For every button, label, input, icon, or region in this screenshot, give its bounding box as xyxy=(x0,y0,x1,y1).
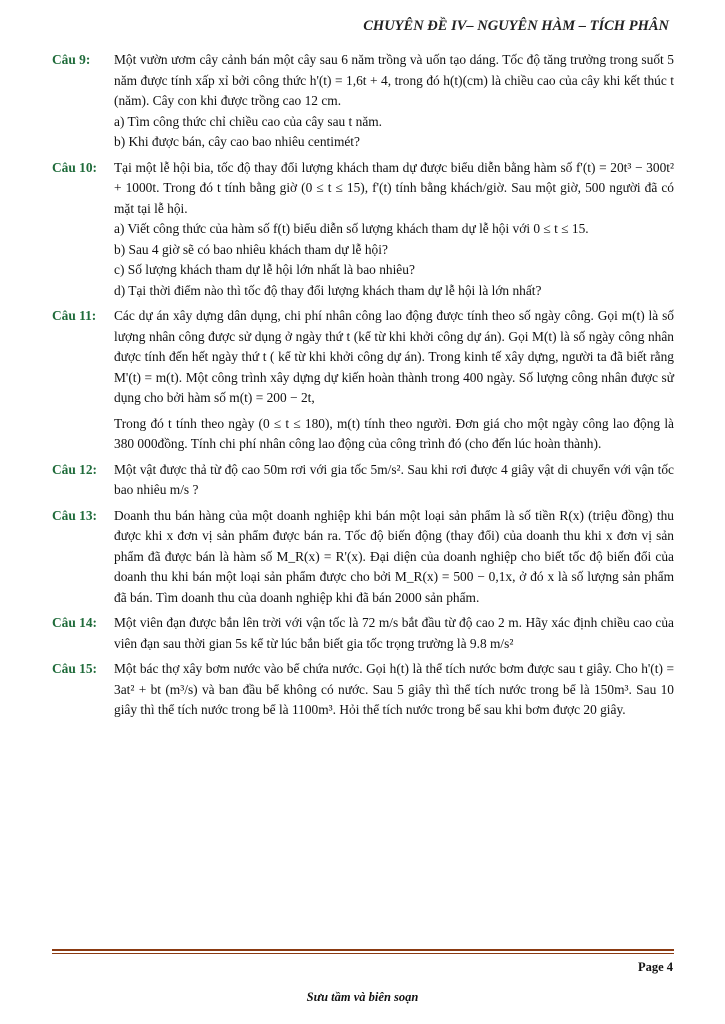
question-body xyxy=(114,50,674,153)
question-label: Câu 13: xyxy=(52,507,98,523)
question-body xyxy=(114,613,674,654)
page-header-title: CHUYÊN ĐỀ IV– NGUYÊN HÀM – TÍCH PHÂN xyxy=(363,18,669,34)
question-text: Các dự án xây dựng dân dụng, chi phí nhân công lao động được tính theo số ngày công. Gọi m(t) là số lượng nhân công được sử dụng ở ngày thứ t (kể từ khi khởi công dự án). Gọi M(t) là số ngày công nhân được tính đến hết ngày thứ t ( kể từ khi khởi công dự án). Trong kinh tế xây dựng, người ta đã biết rằng M'(t) = m(t). Một công trình xây dựng dự kiến hoàn thành trong 400 ngày. Số lượng công nhân được sử dụng cho bởi hàm số m(t) = 200 − 2t, xyxy=(114,308,674,405)
question-14 xyxy=(52,613,674,654)
footer-divider-thin xyxy=(52,953,674,954)
question-part-b: b) Sau 4 giờ sẽ có bao nhiêu khách tham dự lễ hội? xyxy=(114,241,388,257)
footer-divider xyxy=(52,949,674,951)
question-part-a: a) Viết công thức của hàm số f(t) biểu diễn số lượng khách tham dự lễ hội với 0 ≤ t ≤ 15. xyxy=(114,221,589,236)
question-text: Một vật được thả từ độ cao 50m rơi với gia tốc 5m/s². Sau khi rơi được 4 giây vật di chuyển với vận tốc bao nhiêu m/s ? xyxy=(114,461,674,497)
question-text: Một viên đạn được bắn lên trời với vận tốc là 72 m/s bắt đầu từ độ cao 2 m. Hãy xác định chiều cao của viên đạn sau thời gian 5s kể từ lúc bắn biết gia tốc trọng trường là 9.8 m/s² xyxy=(114,615,674,651)
question-13 xyxy=(52,506,674,609)
footer-credit: Sưu tầm và biên soạn xyxy=(306,990,419,1004)
question-body xyxy=(114,158,674,302)
question-15 xyxy=(52,659,674,721)
question-label: Câu 14: xyxy=(52,615,98,630)
questions-list xyxy=(52,50,674,726)
question-part-d: d) Tại thời điểm nào thì tốc độ thay đổi lượng khách tham dự lễ hội là lớn nhất? xyxy=(114,282,542,298)
question-text-continued: Trong đó t tính theo ngày (0 ≤ t ≤ 180), m(t) tính theo người. Đơn giá cho một ngày công lao động là 380 000đồng. Tính chi phí nhân công lao động của công trình đó (cho đến lúc hoàn thành). xyxy=(114,415,674,451)
question-label: Câu 15: xyxy=(52,661,98,676)
question-12 xyxy=(52,460,674,501)
question-part-b: b) Khi được bán, cây cao bao nhiêu centimét? xyxy=(114,134,360,149)
question-label: Câu 12: xyxy=(52,461,98,477)
page-number: Page 4 xyxy=(637,960,673,974)
question-body xyxy=(114,306,674,455)
question-text: Một vườn ươm cây cảnh bán một cây sau 6 năm trồng và uốn tạo dáng. Tốc độ tăng trưởng trong suốt 5 năm được tính xấp xỉ bởi công thức h'(t) = 1,6t + 4, trong đó h(t)(cm) là chiều cao của cây khi kết thúc t (năm). Cây con khi được trồng cao 12 cm. xyxy=(114,52,674,108)
question-body xyxy=(114,506,674,609)
question-10 xyxy=(52,158,674,302)
question-text: Doanh thu bán hàng của một doanh nghiệp khi bán một loại sản phẩm là số tiền R(x) (triệu đồng) thu được khi x đơn vị sản phẩm được bán ra. Tốc độ biến động (thay đổi) của doanh thu khi x đơn vị sản phẩm đã được bán là hàm số M_R(x) = R'(x). Đại diện của doanh nghiệp cho biết tốc độ biến đổi của doanh thu khi bán một loại sản phẩm được cho bởi M_R(x) = 500 − 0,1x, ở đó x là số lượng sản phẩm đã bán. Tìm doanh thu của doanh nghiệp khi đã bán 2000 sản phẩm. xyxy=(114,507,674,605)
question-9 xyxy=(52,50,674,153)
question-part-a: a) Tìm công thức chỉ chiều cao của cây sau t năm. xyxy=(114,113,383,129)
question-text: Tại một lễ hội bia, tốc độ thay đổi lượng khách tham dự được biểu diễn bằng hàm số f'(t) = 20t³ − 300t² + 1000t. Trong đó t tính bằng giờ (0 ≤ t ≤ 15), f'(t) tính bằng khách/giờ. Sau một giờ, 500 người đã có mặt tại lễ hội. xyxy=(114,159,674,216)
question-label: Câu 10: xyxy=(52,159,98,175)
question-label: Câu 9: xyxy=(52,52,91,67)
question-11 xyxy=(52,306,674,455)
question-body xyxy=(114,460,674,501)
question-label: Câu 11: xyxy=(52,308,97,323)
question-part-c: c) Số lượng khách tham dự lễ hội lớn nhất là bao nhiêu? xyxy=(114,262,415,277)
question-text: Một bác thợ xây bơm nước vào bể chứa nước. Gọi h(t) là thể tích nước bơm được sau t giây. Cho h'(t) = 3at² + bt (m³/s) và ban đầu bể không có nước. Sau 5 giây thì thể tích nước trong bể là 150m³. Sau 10 giây thì thể tích nước trong bể là 1100m³. Hỏi thể tích nước trong bể sau khi bơm được 20 giây. xyxy=(114,661,674,717)
question-body xyxy=(114,659,674,721)
